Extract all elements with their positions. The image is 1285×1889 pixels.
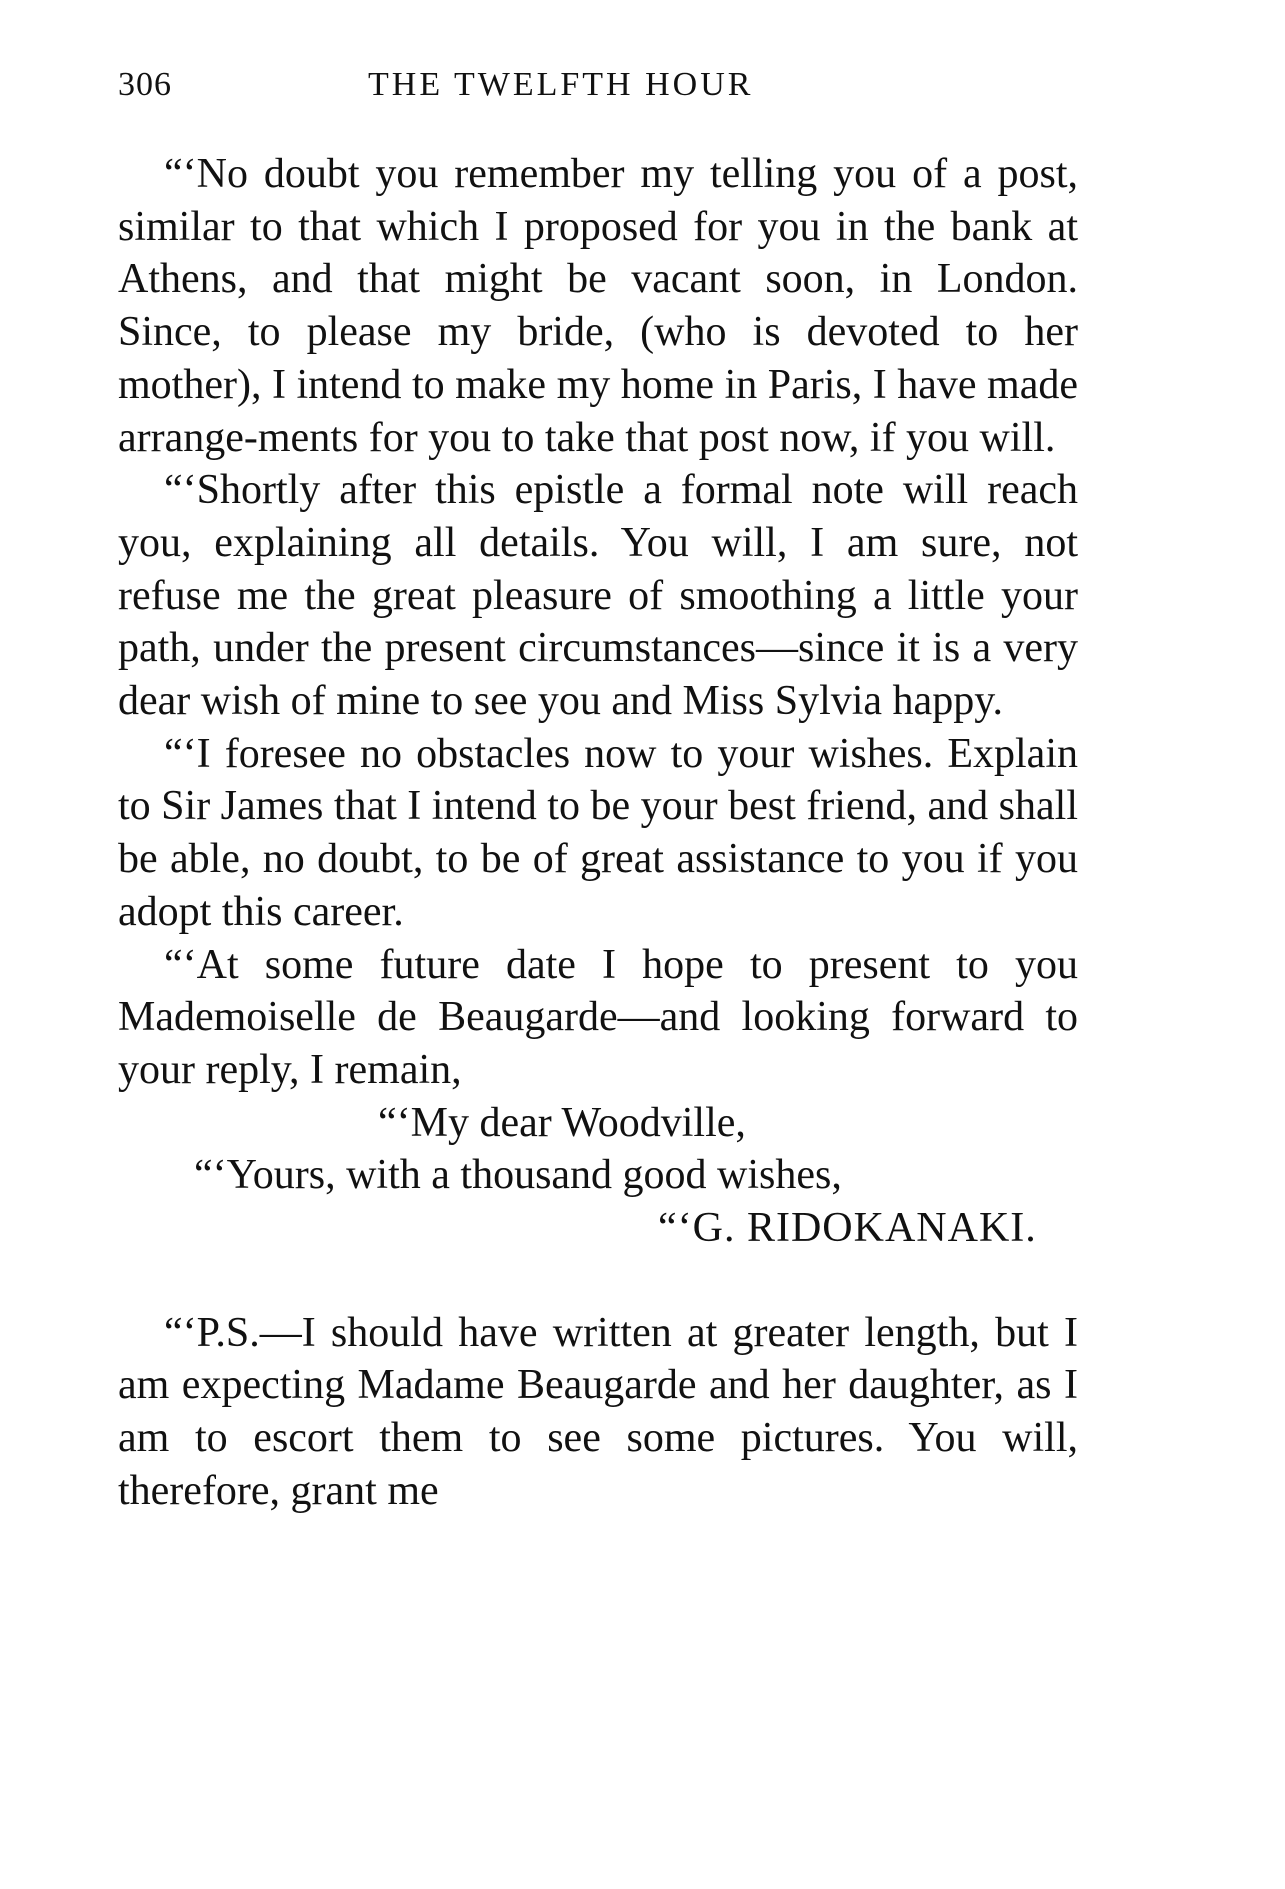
paragraph-text: “‘I foresee no obstacles now to your wishes. Explain to Sir James that I intend to be your best friend, and shall be able, no doubt, to be of great assistance to you if you adopt this career. bbox=[118, 730, 1078, 935]
postscript-text: “‘P.S.—I should have written at greater length, but I am expecting Madame Beaugarde and her daughter, as I am to escort them to see some pictures. You will, therefore, grant me bbox=[118, 1309, 1078, 1514]
paragraph-text: “‘At some future date I hope to present to you Mademoiselle de Beaugarde—and looking forward to your reply, I remain, bbox=[118, 941, 1078, 1093]
page-number: 306 bbox=[118, 66, 172, 103]
section-gap bbox=[118, 1255, 1078, 1307]
salutation: “‘My dear Woodville, bbox=[378, 1099, 746, 1146]
letter-closing bbox=[118, 1097, 1078, 1255]
paragraph bbox=[118, 464, 1078, 728]
paragraph-text: “‘Shortly after this epistle a formal note will reach you, explaining all details. You will, I am sure, not refuse me the great pleasure of smoothing a little your path, under the present circumstances—since it is a very dear wish of mine to see you and Miss Sylvia happy. bbox=[118, 467, 1078, 725]
signature: “‘G. RIDOKANAKI. bbox=[658, 1205, 1037, 1252]
paragraph bbox=[118, 728, 1078, 939]
paragraph-text: “‘No doubt you remember my telling you of a post, similar to that which I proposed for you in the bank at Athens, and that might be vacant soon, in London. Since, to please my bride, (who is devoted to her mother), I intend to make my home in Paris, I have made arrange-ments for you to take that post now, if you will. bbox=[118, 151, 1078, 461]
valediction: “‘Yours, with a thousand good wishes, bbox=[194, 1152, 842, 1199]
postscript bbox=[118, 1307, 1078, 1518]
paragraph bbox=[118, 939, 1078, 1097]
running-head: THE TWELFTH HOUR bbox=[368, 66, 754, 103]
paragraph bbox=[118, 148, 1078, 464]
page-header bbox=[118, 66, 1078, 116]
letter-text bbox=[118, 148, 1078, 1518]
